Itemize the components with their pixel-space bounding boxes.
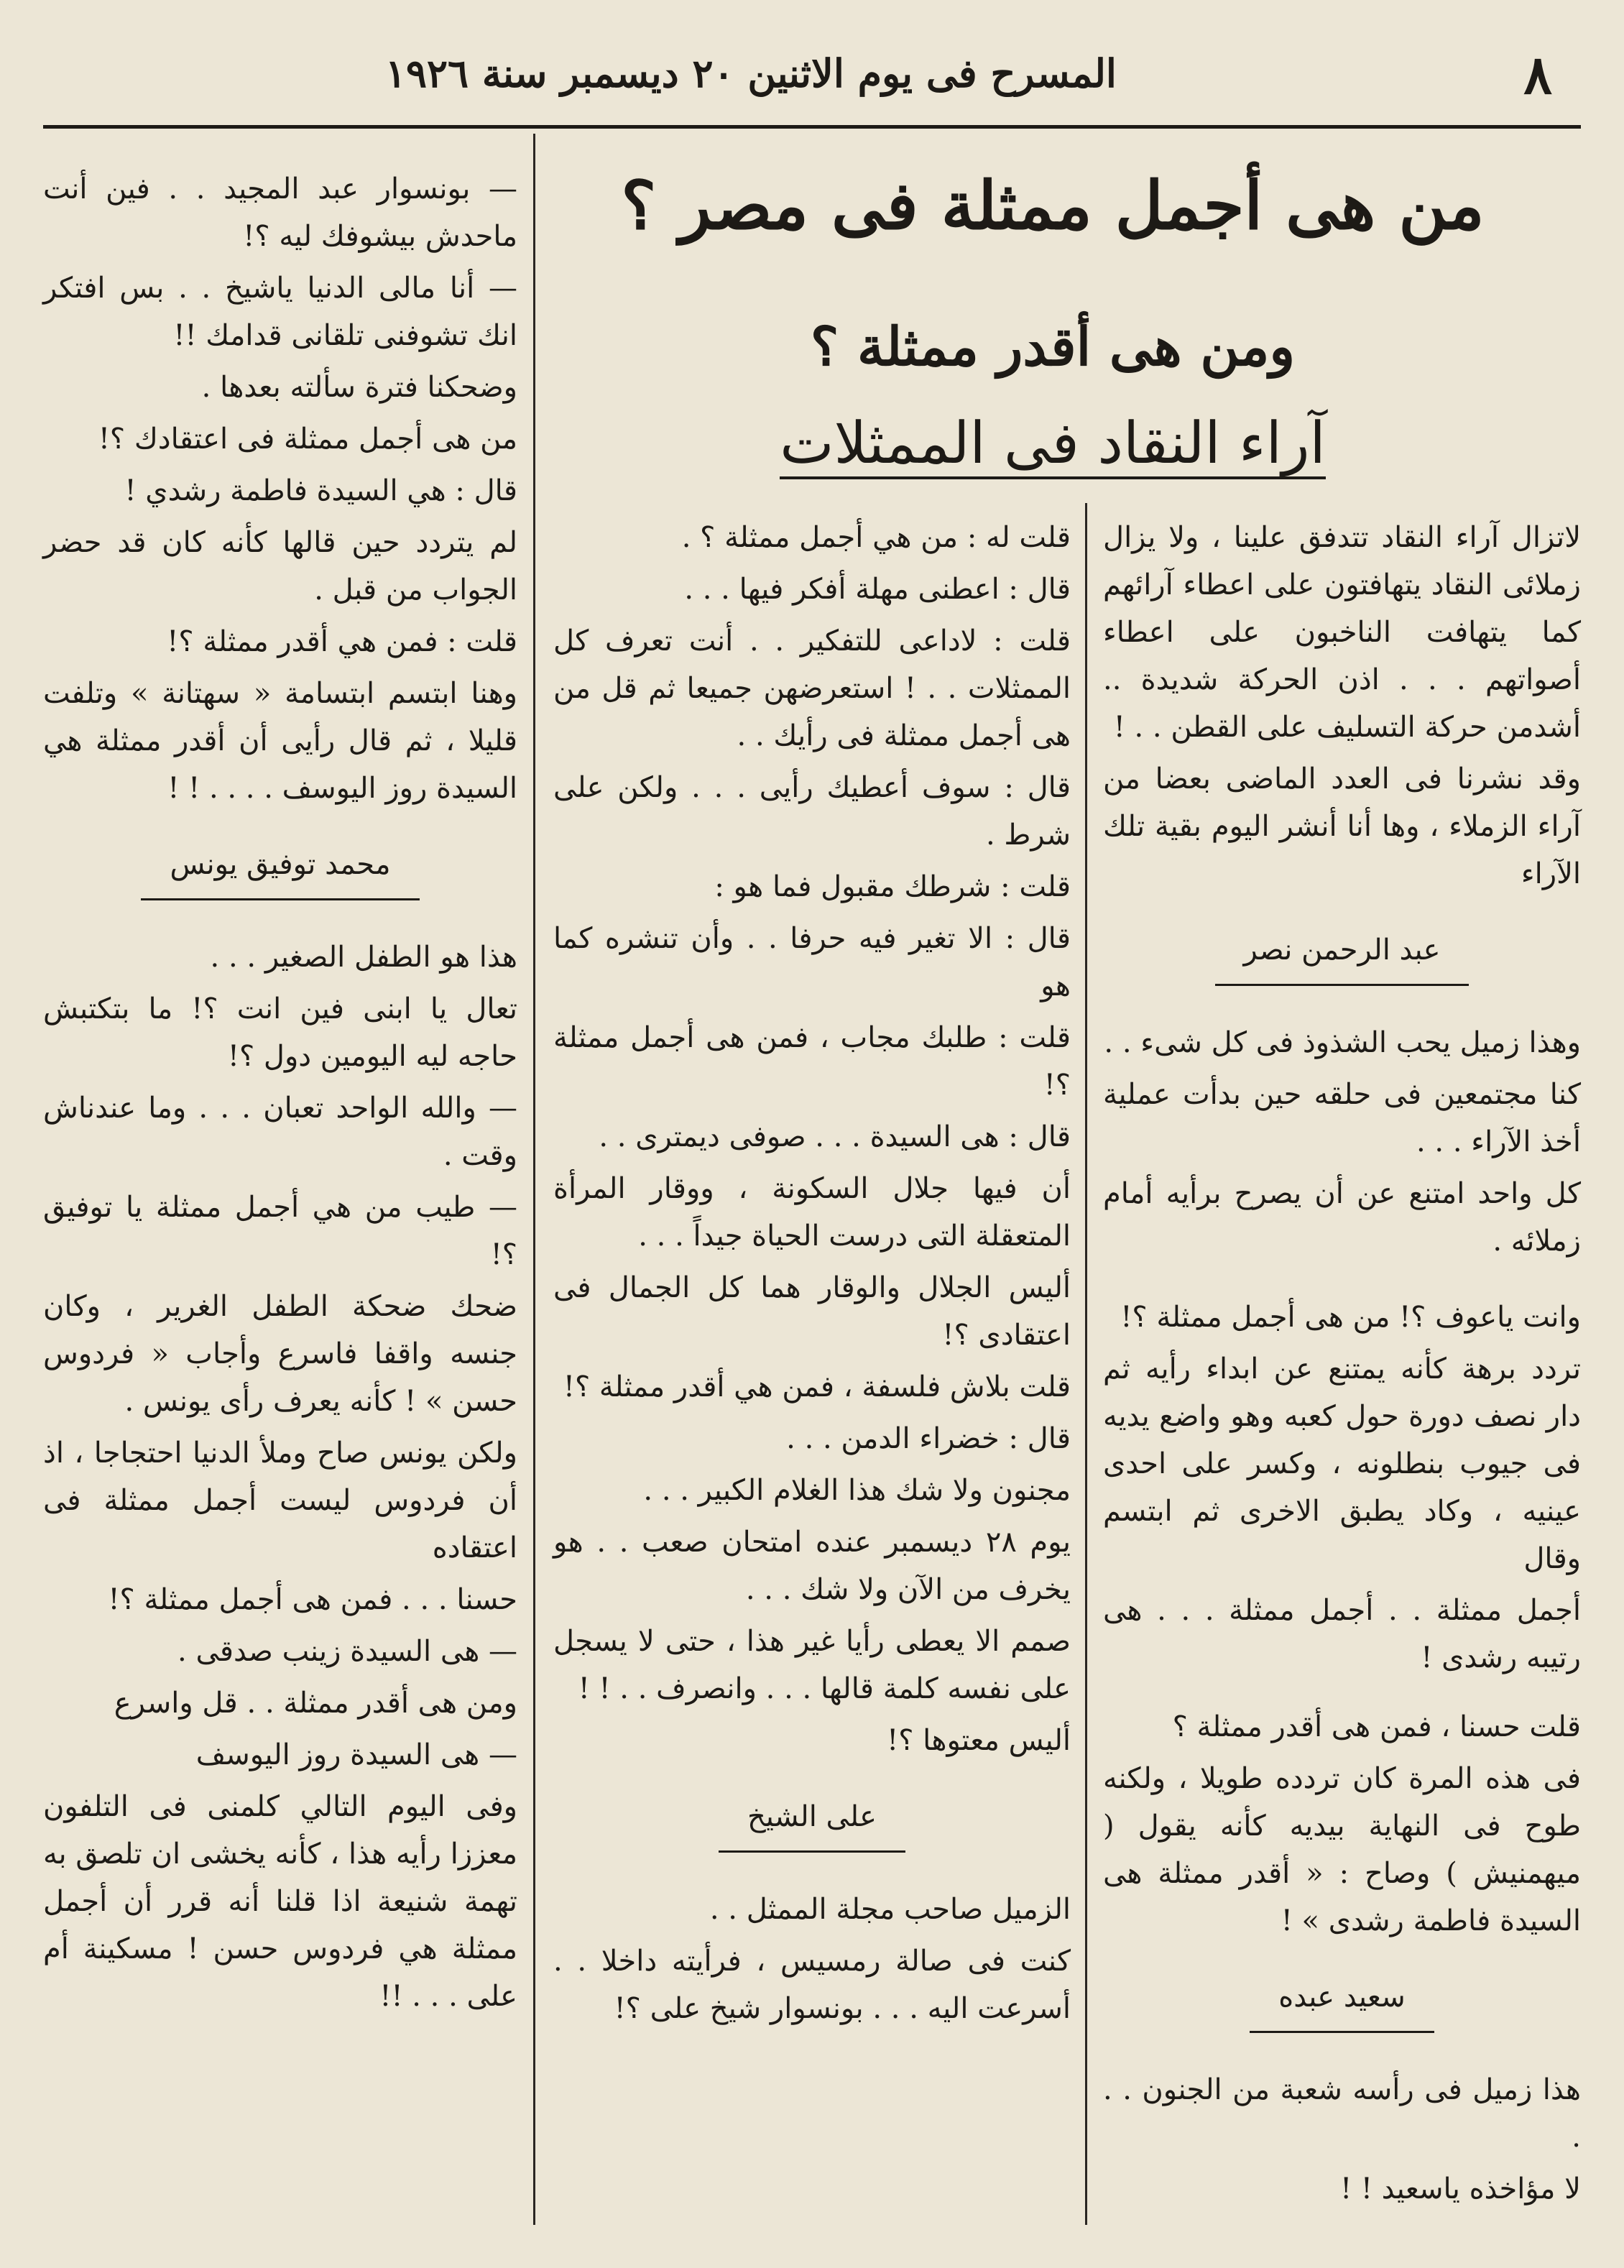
paragraph: — والله الواحد تعبان . . . وما عندناش وقت .: [43, 1092, 517, 1172]
paragraph: قلت : شرطك مقبول فما هو :: [714, 870, 1071, 903]
paragraph: أجمل ممثلة . . أجمل ممثلة . . . هى رتيبه رشدى !: [1103, 1594, 1581, 1674]
right-column: [1103, 514, 1581, 2217]
paragraph: مجنون ولا شك هذا الغلام الكبير . . .: [643, 1474, 1071, 1507]
paragraph: كل واحد امتنع عن أن يصرح برأيه أمام زملائه .: [1103, 1177, 1581, 1258]
paragraph: وفى اليوم التالي كلمنى فى التلفون معززا رأيه هذا ، كأنه يخشى ان تلصق به تهمة شنيعة اذا قلنا أنه قرر أن أجمل ممثلة هي فردوس حسن ! مسكينة أم على . . . !!: [43, 1790, 517, 2013]
article-section-title: [546, 410, 1559, 476]
paragraph: قلت له : من هي أجمل ممثلة ؟ .: [681, 521, 1071, 554]
section-title-text: آراء النقاد فى الممثلات: [780, 410, 1325, 479]
paragraph: وضحكنا فترة سألته بعدها .: [201, 371, 517, 404]
paragraph: ولكن يونس صاح وملأ الدنيا احتجاجا ، اذ أن فردوس ليست أجمل ممثلة فى اعتقاده: [43, 1437, 517, 1564]
paragraph: قلت : طلبك مجاب ، فمن هى أجمل ممثلة ؟!: [553, 1021, 1071, 1102]
paragraph: ومن هى أقدر ممثلة . . قل واسرع: [114, 1687, 517, 1720]
paragraph: — بونسوار عبد المجيد . . فين أنت ماحدش بيشوفك ليه ؟!: [43, 172, 517, 253]
signature-text: عبد الرحمن نصر: [1215, 926, 1470, 986]
paragraph: — أنا مالى الدنيا ياشيخ . . بس افتكر انك تشوفنى تلقانى قدامك !!: [43, 272, 517, 352]
paragraph: صمم الا يعطى رأيا غير هذا ، حتى لا يسجل على نفسه كلمة قالها . . . وانصرف . . ! !: [553, 1625, 1071, 1705]
article-title: من هى أجمل ممثلة فى مصر ؟: [621, 167, 1485, 244]
signature: [1103, 1973, 1581, 2033]
signature: [43, 841, 517, 900]
paragraph: تردد برهة كأنه يمتنع عن ابداء رأيه ثم دار نصف دورة حول كعبه وهو واضع يديه فى جيوب بنطلونه ، وكسر على احدى عينيه ، وكاد يطبق الاخرى ثم ابتسم وقال: [1103, 1352, 1581, 1575]
column-divider-right: [1085, 503, 1087, 2225]
signature-text: على الشيخ: [719, 1793, 905, 1853]
paragraph: قال : سوف أعطيك رأيى . . . ولكن على شرط .: [553, 771, 1071, 852]
paragraph: هذا هو الطفل الصغير . . .: [210, 941, 517, 974]
left-column: [43, 165, 517, 2024]
paragraph: قال : هي السيدة فاطمة رشدي !: [124, 474, 517, 507]
signature-text: سعيد عبده: [1250, 1973, 1434, 2033]
paragraph: قلت : لاداعى للتفكير . . أنت تعرف كل الممثلات . . ! استعرضهن جميعا ثم قل من هى أجمل ممثلة فى رأيك . .: [553, 624, 1071, 752]
masthead: [43, 45, 1581, 124]
paragraph: وانت ياعوف ؟! من هى أجمل ممثلة ؟!: [1120, 1301, 1581, 1334]
paragraph: لم يتردد حين قالها كأنه كان قد حضر الجواب من قبل .: [43, 526, 517, 607]
paragraph: تعال يا ابنى فين انت ؟! ما بتكتبش حاجه ليه اليومين دول ؟!: [43, 992, 517, 1073]
paragraph: قال : خضراء الدمن . . .: [786, 1422, 1071, 1455]
paragraph: — هى السيدة روز اليوسف: [195, 1738, 517, 1771]
paragraph: كنا مجتمعين فى حلقه حين بدأت عملية أخذ الآراء . . .: [1103, 1078, 1581, 1158]
middle-column: [553, 514, 1071, 2037]
paragraph: أليس معتوها ؟!: [887, 1724, 1071, 1757]
column-divider-left: [533, 134, 535, 2225]
paragraph: وهنا ابتسم ابتسامة « سهتانة » وتلفت قليلا ، ثم قال رأيى أن أقدر ممثلة هي السيدة روز اليوسف . . . . ! !: [43, 677, 517, 805]
paragraph: أن فيها جلال السكونة ، ووقار المرأة المتعقلة التى درست الحياة جيداً . . .: [553, 1172, 1071, 1253]
paragraph: فى هذه المرة كان تردده طويلا ، ولكنه طوح فى النهاية بيديه كأنه يقول ( ميهمنيش ) وصاح : « أقدر ممثلة هى السيدة فاطمة رشدى » !: [1103, 1762, 1581, 1937]
article-subtitle: ومن هى أقدر ممثلة ؟: [810, 316, 1296, 378]
paragraph: هذا زميل فى رأسه شعبة من الجنون . . .: [1103, 2073, 1581, 2154]
signature: [553, 1793, 1071, 1853]
paragraph: قال : الا تغير فيه حرفا . . وأن تنشره كما هو: [553, 922, 1071, 1002]
paragraph: قلت بلاش فلسفة ، فمن هي أقدر ممثلة ؟!: [563, 1370, 1071, 1403]
paragraph: من هى أجمل ممثلة فى اعتقادك ؟!: [98, 423, 517, 456]
paragraph: وقد نشرنا فى العدد الماضى بعضا من آراء الزملاء ، وها أنا أنشر اليوم بقية تلك الآراء: [1103, 762, 1581, 890]
page-number: ٨: [1523, 45, 1552, 106]
paragraph: قال : هى السيدة . . . صوفى ديمترى . .: [599, 1120, 1071, 1153]
paragraph: الزميل صاحب مجلة الممثل . .: [709, 1893, 1071, 1926]
paragraph: يوم ٢٨ ديسمبر عنده امتحان صعب . . هو يخرف من الآن ولا شك . . .: [553, 1526, 1071, 1606]
paragraph: قال : اعطنى مهلة أفكر فيها . . .: [684, 573, 1071, 606]
paragraph: ضحك ضحكة الطفل الغرير ، وكان جنسه واقفا فاسرع وأجاب « فردوس حسن » ! كأنه يعرف رأى يونس .: [43, 1290, 517, 1418]
paragraph: قلت حسنا ، فمن هى أقدر ممثلة ؟: [1172, 1710, 1581, 1743]
paragraph: — طيب من هي أجمل ممثلة يا توفيق ؟!: [43, 1191, 517, 1271]
paragraph: لا مؤاخذه ياسعيد ! !: [1340, 2172, 1581, 2205]
paragraph: قلت : فمن هي أقدر ممثلة ؟!: [167, 625, 517, 658]
paragraph: حسنا . . . فمن هى أجمل ممثلة ؟!: [108, 1583, 517, 1616]
paragraph: لاتزال آراء النقاد تتدفق علينا ، ولا يزال زملائى النقاد يتهافتون على اعطاء آرائهم كما يتهافت الناخبون على اعطاء أصواتهم . . . اذن الحركة شديدة .. أشدمن حركة التسليف على القطن . . !: [1103, 521, 1581, 744]
paragraph: وهذا زميل يحب الشذوذ فى كل شىء . .: [1104, 1026, 1581, 1059]
paragraph: — هى السيدة زينب صدقى .: [177, 1635, 517, 1668]
signature-text: محمد توفيق يونس: [141, 841, 419, 900]
paragraph: كنت فى صالة رمسيس ، فرأيته داخلا . . أسرعت اليه . . . بونسوار شيخ على ؟!: [553, 1945, 1071, 2025]
paragraph: أليس الجلال والوقار هما كل الجمال فى اعتقادى ؟!: [553, 1271, 1071, 1352]
masthead-headline: المسرح فى يوم الاثنين ٢٠ ديسمبر سنة ١٩٢٦: [385, 50, 1117, 96]
signature: [1103, 926, 1581, 986]
top-rule: [43, 125, 1581, 129]
